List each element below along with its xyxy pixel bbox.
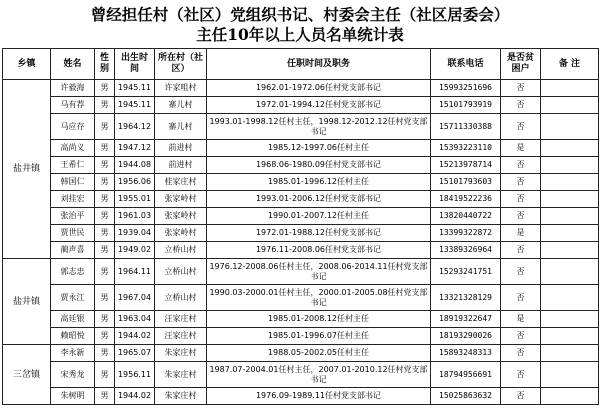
table-row xyxy=(3,225,599,242)
poor-status-cell: 是 xyxy=(501,225,541,242)
note-cell xyxy=(541,388,599,405)
name-cell: 马有荐 xyxy=(51,97,95,114)
gender-cell: 男 xyxy=(95,311,115,328)
header-experience: 任职时间及职务 xyxy=(207,49,431,80)
poor-status-cell: 否 xyxy=(501,174,541,191)
name-cell: 朱树明 xyxy=(51,388,95,405)
gender-cell: 男 xyxy=(95,140,115,157)
table-row xyxy=(3,191,599,208)
village-cell: 张家岭村 xyxy=(155,191,207,208)
gender-cell: 男 xyxy=(95,225,115,242)
note-cell xyxy=(541,80,599,97)
birth-cell: 1956.06 xyxy=(115,174,155,191)
birth-cell: 1967.04 xyxy=(115,285,155,311)
experience-cell: 1985.01-2008.12任村主任 xyxy=(207,311,431,328)
table-row xyxy=(3,140,599,157)
note-cell xyxy=(541,328,599,345)
poor-status-cell: 否 xyxy=(501,388,541,405)
poor-status-cell: 否 xyxy=(501,345,541,362)
note-cell xyxy=(541,174,599,191)
village-cell: 汪家庄村 xyxy=(155,311,207,328)
gender-cell: 男 xyxy=(95,285,115,311)
phone-cell: 13399322872 xyxy=(431,225,501,242)
phone-cell: 13389326964 xyxy=(431,242,501,259)
header-birth: 出生时间 xyxy=(115,49,155,80)
experience-cell: 1972.01-1994.12任村党支部书记 xyxy=(207,97,431,114)
village-cell: 前进村 xyxy=(155,157,207,174)
table-row xyxy=(3,174,599,191)
poor-status-cell: 否 xyxy=(501,285,541,311)
phone-cell: 18419522236 xyxy=(431,191,501,208)
village-cell: 许家咀村 xyxy=(155,80,207,97)
note-cell xyxy=(541,140,599,157)
header-name: 姓名 xyxy=(51,49,95,80)
birth-cell: 1945.11 xyxy=(115,97,155,114)
table-row xyxy=(3,208,599,225)
table-row xyxy=(3,80,599,97)
table-row xyxy=(3,328,599,345)
birth-cell: 1964.11 xyxy=(115,259,155,285)
gender-cell: 男 xyxy=(95,362,115,388)
birth-cell: 1961.03 xyxy=(115,208,155,225)
village-cell: 汪家庄村 xyxy=(155,328,207,345)
village-cell: 朱家庄村 xyxy=(155,345,207,362)
village-cell: 朱家庄村 xyxy=(155,388,207,405)
note-cell xyxy=(541,114,599,140)
header-poor: 是否贫困户 xyxy=(501,49,541,80)
name-cell: 赖昭悦 xyxy=(51,328,95,345)
poor-status-cell: 是 xyxy=(501,140,541,157)
phone-cell: 18919322647 xyxy=(431,311,501,328)
gender-cell: 男 xyxy=(95,80,115,97)
name-cell: 韩国仁 xyxy=(51,174,95,191)
birth-cell: 1944.02 xyxy=(115,388,155,405)
table-row xyxy=(3,259,599,285)
village-cell: 朱家庄村 xyxy=(155,362,207,388)
gender-cell: 男 xyxy=(95,388,115,405)
phone-cell: 15893248313 xyxy=(431,345,501,362)
experience-cell: 1987.07-2004.01任村主任，2007.01-2010.12任村党支部书记 xyxy=(207,362,431,388)
phone-cell: 15993251696 xyxy=(431,80,501,97)
name-cell: 贾永江 xyxy=(51,285,95,311)
phone-cell: 13820440722 xyxy=(431,208,501,225)
phone-cell: 18193290026 xyxy=(431,328,501,345)
table-row xyxy=(3,97,599,114)
experience-cell: 1985.01-1996.07任村主任 xyxy=(207,328,431,345)
table-row xyxy=(3,311,599,328)
gender-cell: 男 xyxy=(95,208,115,225)
name-cell: 高廷银 xyxy=(51,311,95,328)
phone-cell: 15101793919 xyxy=(431,97,501,114)
birth-cell: 1956.11 xyxy=(115,362,155,388)
poor-status-cell: 否 xyxy=(501,362,541,388)
gender-cell: 男 xyxy=(95,157,115,174)
name-cell: 马应存 xyxy=(51,114,95,140)
note-cell xyxy=(541,208,599,225)
note-cell xyxy=(541,285,599,311)
experience-cell: 1988.05-2002.05任村主任 xyxy=(207,345,431,362)
gender-cell: 男 xyxy=(95,174,115,191)
note-cell xyxy=(541,345,599,362)
village-cell: 立桥山村 xyxy=(155,285,207,311)
township-cell: 盐井镇 xyxy=(3,259,51,345)
experience-cell: 1968.06-1980.09任村党支部书记 xyxy=(207,157,431,174)
header-note: 备 注 xyxy=(541,49,599,80)
note-cell xyxy=(541,311,599,328)
experience-cell: 1972.01-1988.12任村党支部书记 xyxy=(207,225,431,242)
poor-status-cell: 否 xyxy=(501,114,541,140)
birth-cell: 1947.12 xyxy=(115,140,155,157)
gender-cell: 男 xyxy=(95,345,115,362)
header-village: 所在村（社区） xyxy=(155,49,207,80)
name-cell: 王希仁 xyxy=(51,157,95,174)
village-cell: 立桥山村 xyxy=(155,259,207,285)
table-row xyxy=(3,242,599,259)
village-cell: 前进村 xyxy=(155,140,207,157)
poor-status-cell: 否 xyxy=(501,191,541,208)
phone-cell: 15213978714 xyxy=(431,157,501,174)
village-cell: 张家岭村 xyxy=(155,225,207,242)
experience-cell: 1976.12-2008.06任村主任，2008.06-2014.11任村党支部书记 xyxy=(207,259,431,285)
name-cell: 高尚义 xyxy=(51,140,95,157)
birth-cell: 1949.02 xyxy=(115,242,155,259)
name-cell: 张治平 xyxy=(51,208,95,225)
township-cell: 盐井镇 xyxy=(3,80,51,259)
phone-cell: 15293241751 xyxy=(431,259,501,285)
phone-cell: 18794956691 xyxy=(431,362,501,388)
village-cell: 寨儿村 xyxy=(155,97,207,114)
header-gender: 性别 xyxy=(95,49,115,80)
birth-cell: 1944.02 xyxy=(115,328,155,345)
gender-cell: 男 xyxy=(95,97,115,114)
header-phone: 联系电话 xyxy=(431,49,501,80)
experience-cell: 1985.12-1997.06任村主任 xyxy=(207,140,431,157)
table-row xyxy=(3,157,599,174)
note-cell xyxy=(541,259,599,285)
name-cell: 宋秀龙 xyxy=(51,362,95,388)
birth-cell: 1963.04 xyxy=(115,311,155,328)
poor-status-cell: 是 xyxy=(501,311,541,328)
name-cell: 李永新 xyxy=(51,345,95,362)
experience-cell: 1976.11-2008.06任村党支部书记 xyxy=(207,242,431,259)
document-title-line-2: 主任10年以上人员名单统计表 xyxy=(196,25,404,44)
phone-cell: 15393223110 xyxy=(431,140,501,157)
table-row xyxy=(3,345,599,362)
experience-cell: 1985.01-1996.12任村主任 xyxy=(207,174,431,191)
experience-cell: 1993.01-1998.12任村主任，1998.12-2012.12任村党支部书记 xyxy=(207,114,431,140)
note-cell xyxy=(541,362,599,388)
name-cell: 蔺声喜 xyxy=(51,242,95,259)
phone-cell: 13321328129 xyxy=(431,285,501,311)
table-row xyxy=(3,285,599,311)
experience-cell: 1976.09-1989.11任村党支部书记 xyxy=(207,388,431,405)
birth-cell: 1945.11 xyxy=(115,80,155,97)
birth-cell: 1944.08 xyxy=(115,157,155,174)
table-row xyxy=(3,114,599,140)
gender-cell: 男 xyxy=(95,242,115,259)
poor-status-cell: 否 xyxy=(501,208,541,225)
village-cell: 寨儿村 xyxy=(155,114,207,140)
name-cell: 许毅海 xyxy=(51,80,95,97)
note-cell xyxy=(541,191,599,208)
experience-cell: 1993.01-2006.12任村党支部书记 xyxy=(207,191,431,208)
roster-body xyxy=(3,80,599,405)
poor-status-cell: 否 xyxy=(501,242,541,259)
birth-cell: 1939.04 xyxy=(115,225,155,242)
gender-cell: 男 xyxy=(95,191,115,208)
phone-cell: 15025863632 xyxy=(431,388,501,405)
gender-cell: 男 xyxy=(95,328,115,345)
note-cell xyxy=(541,242,599,259)
gender-cell: 男 xyxy=(95,114,115,140)
experience-cell: 1962.01-1972.06任村党支部书记 xyxy=(207,80,431,97)
experience-cell: 1990.03-2000.01任村主任，2000.01-2005.08任村党支部书记 xyxy=(207,285,431,311)
township-cell: 三岔镇 xyxy=(3,345,51,405)
note-cell xyxy=(541,97,599,114)
phone-cell: 15711330388 xyxy=(431,114,501,140)
name-cell: 贾世民 xyxy=(51,225,95,242)
roster-table xyxy=(2,48,599,405)
poor-status-cell: 否 xyxy=(501,259,541,285)
header-township: 乡镇 xyxy=(3,49,51,80)
note-cell xyxy=(541,157,599,174)
birth-cell: 1955.01 xyxy=(115,191,155,208)
poor-status-cell: 否 xyxy=(501,80,541,97)
name-cell: 刘挂宏 xyxy=(51,191,95,208)
gender-cell: 男 xyxy=(95,259,115,285)
birth-cell: 1964.12 xyxy=(115,114,155,140)
table-row xyxy=(3,362,599,388)
village-cell: 桂家庄村 xyxy=(155,174,207,191)
header-row xyxy=(3,49,599,80)
poor-status-cell: 否 xyxy=(501,97,541,114)
poor-status-cell: 否 xyxy=(501,328,541,345)
table-row xyxy=(3,388,599,405)
name-cell: 郭志忠 xyxy=(51,259,95,285)
phone-cell: 15101793603 xyxy=(431,174,501,191)
poor-status-cell: 否 xyxy=(501,157,541,174)
experience-cell: 1990.01-2007.12任村主任 xyxy=(207,208,431,225)
document-title-line-1: 曾经担任村（社区）党组织书记、村委会主任（社区居委会） xyxy=(90,5,510,24)
birth-cell: 1965.07 xyxy=(115,345,155,362)
village-cell: 立桥山村 xyxy=(155,242,207,259)
village-cell: 张家岭村 xyxy=(155,208,207,225)
note-cell xyxy=(541,225,599,242)
